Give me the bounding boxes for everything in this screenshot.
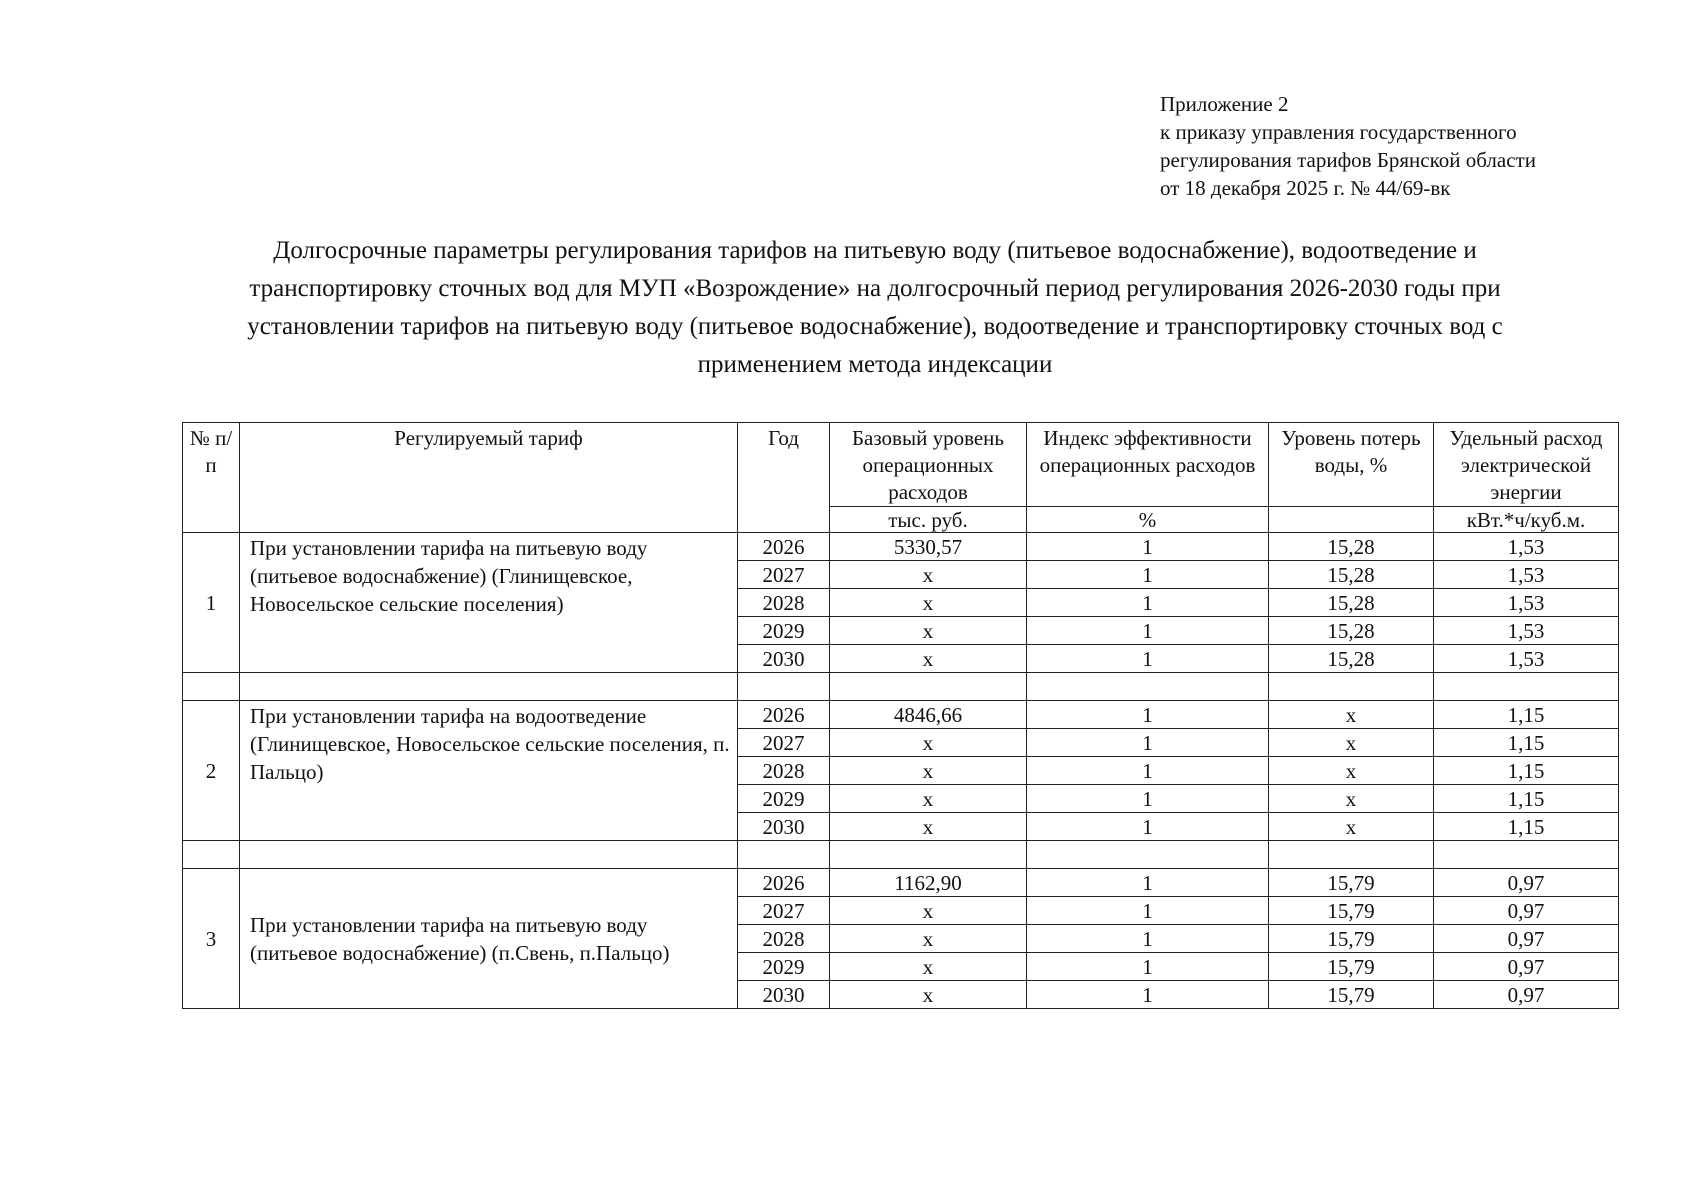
cell-year: 2029 bbox=[738, 785, 830, 813]
cell-energy-consumption: 1,53 bbox=[1434, 589, 1619, 617]
cell-year: 2026 bbox=[738, 701, 830, 729]
cell-base-level: х bbox=[830, 617, 1027, 645]
title-line-3: установлении тарифов на питьевую воду (питьевое водоснабжение), водоотведение и транспортировку сточных вод с bbox=[247, 313, 1503, 340]
group-number: 3 bbox=[183, 869, 240, 1009]
title-line-2: транспортировку сточных вод для МУП «Возрождение» на долгосрочный период регулирования 2026-2030 годы при bbox=[249, 275, 1501, 302]
cell-energy-consumption: 1,53 bbox=[1434, 533, 1619, 561]
cell-energy-consumption: 1,15 bbox=[1434, 701, 1619, 729]
tariff-name: При установлении тарифа на водоотведение (Глинищевское, Новосельское сельские поселения, п. Пальцо) bbox=[240, 701, 738, 841]
unit-water-losses bbox=[1269, 507, 1434, 533]
cell-water-losses: х bbox=[1269, 757, 1434, 785]
header-water-losses: Уровень потерь воды, % bbox=[1269, 423, 1434, 507]
cell-base-level: х bbox=[830, 953, 1027, 981]
cell-water-losses: х bbox=[1269, 785, 1434, 813]
cell-water-losses: х bbox=[1269, 813, 1434, 841]
title-line-4: применением метода индексации bbox=[697, 351, 1053, 378]
cell-efficiency-index: 1 bbox=[1027, 897, 1269, 925]
cell-base-level: х bbox=[830, 813, 1027, 841]
annex-order-ref: к приказу управления государственного bbox=[1160, 120, 1517, 144]
spacer-row bbox=[183, 673, 1619, 701]
unit-energy-consumption: кВт.*ч/куб.м. bbox=[1434, 507, 1619, 533]
cell-year: 2030 bbox=[738, 645, 830, 673]
tariff-parameters-table bbox=[182, 422, 1619, 1009]
cell-base-level: х bbox=[830, 785, 1027, 813]
cell-water-losses: 15,28 bbox=[1269, 589, 1434, 617]
cell-water-losses: 15,28 bbox=[1269, 645, 1434, 673]
cell-water-losses: 15,79 bbox=[1269, 953, 1434, 981]
cell-energy-consumption: 0,97 bbox=[1434, 869, 1619, 897]
cell-base-level: х bbox=[830, 729, 1027, 757]
cell-efficiency-index: 1 bbox=[1027, 953, 1269, 981]
cell-base-level: х bbox=[830, 925, 1027, 953]
cell-efficiency-index: 1 bbox=[1027, 729, 1269, 757]
cell-water-losses: 15,28 bbox=[1269, 617, 1434, 645]
unit-efficiency-index: % bbox=[1027, 507, 1269, 533]
cell-base-level: х bbox=[830, 645, 1027, 673]
cell-energy-consumption: 0,97 bbox=[1434, 981, 1619, 1009]
cell-base-level: х bbox=[830, 897, 1027, 925]
document-title bbox=[140, 232, 1610, 384]
cell-base-level: 1162,90 bbox=[830, 869, 1027, 897]
tariff-name: При установлении тарифа на питьевую воду (питьевое водоснабжение) (Глинищевское, Новосельское сельские поселения) bbox=[240, 533, 738, 673]
cell-efficiency-index: 1 bbox=[1027, 981, 1269, 1009]
cell-energy-consumption: 1,53 bbox=[1434, 645, 1619, 673]
cell-energy-consumption: 0,97 bbox=[1434, 953, 1619, 981]
cell-efficiency-index: 1 bbox=[1027, 925, 1269, 953]
group-number: 2 bbox=[183, 701, 240, 841]
cell-year: 2027 bbox=[738, 897, 830, 925]
cell-energy-consumption: 0,97 bbox=[1434, 925, 1619, 953]
cell-efficiency-index: 1 bbox=[1027, 757, 1269, 785]
cell-base-level: 4846,66 bbox=[830, 701, 1027, 729]
header-base-level: Базовый уровень операционных расходов bbox=[830, 423, 1027, 507]
cell-water-losses: 15,28 bbox=[1269, 533, 1434, 561]
cell-base-level: 5330,57 bbox=[830, 533, 1027, 561]
cell-year: 2027 bbox=[738, 561, 830, 589]
cell-efficiency-index: 1 bbox=[1027, 561, 1269, 589]
cell-energy-consumption: 1,53 bbox=[1434, 561, 1619, 589]
cell-energy-consumption: 1,53 bbox=[1434, 617, 1619, 645]
cell-base-level: х bbox=[830, 981, 1027, 1009]
spacer-row bbox=[183, 841, 1619, 869]
cell-water-losses: 15,79 bbox=[1269, 869, 1434, 897]
table-row bbox=[183, 701, 1619, 729]
header-efficiency-index: Индекс эффективности операционных расходов bbox=[1027, 423, 1269, 507]
header-year: Год bbox=[738, 423, 830, 533]
cell-energy-consumption: 1,15 bbox=[1434, 813, 1619, 841]
cell-year: 2027 bbox=[738, 729, 830, 757]
table-row bbox=[183, 869, 1619, 897]
table-header-row bbox=[183, 423, 1619, 507]
header-energy-consumption: Удельный расход электрической энергии bbox=[1434, 423, 1619, 507]
cell-base-level: х bbox=[830, 589, 1027, 617]
cell-efficiency-index: 1 bbox=[1027, 533, 1269, 561]
cell-year: 2028 bbox=[738, 589, 830, 617]
cell-year: 2028 bbox=[738, 925, 830, 953]
cell-efficiency-index: 1 bbox=[1027, 617, 1269, 645]
cell-water-losses: х bbox=[1269, 729, 1434, 757]
group-number: 1 bbox=[183, 533, 240, 673]
cell-efficiency-index: 1 bbox=[1027, 589, 1269, 617]
cell-year: 2029 bbox=[738, 953, 830, 981]
cell-year: 2026 bbox=[738, 869, 830, 897]
cell-year: 2030 bbox=[738, 813, 830, 841]
cell-base-level: х bbox=[830, 757, 1027, 785]
annex-authority: регулирования тарифов Брянской области bbox=[1160, 148, 1536, 172]
cell-efficiency-index: 1 bbox=[1027, 701, 1269, 729]
cell-efficiency-index: 1 bbox=[1027, 645, 1269, 673]
cell-water-losses: х bbox=[1269, 701, 1434, 729]
cell-energy-consumption: 1,15 bbox=[1434, 785, 1619, 813]
cell-energy-consumption: 1,15 bbox=[1434, 757, 1619, 785]
cell-base-level: х bbox=[830, 561, 1027, 589]
annex-block bbox=[1160, 90, 1536, 202]
annex-order-date: от 18 декабря 2025 г. № 44/69-вк bbox=[1160, 176, 1451, 200]
cell-year: 2028 bbox=[738, 757, 830, 785]
cell-efficiency-index: 1 bbox=[1027, 785, 1269, 813]
unit-base-level: тыс. руб. bbox=[830, 507, 1027, 533]
annex-number: Приложение 2 bbox=[1160, 92, 1289, 116]
header-number: № п/п bbox=[183, 423, 240, 533]
cell-year: 2029 bbox=[738, 617, 830, 645]
title-line-1: Долгосрочные параметры регулирования тарифов на питьевую воду (питьевое водоснабжение), водоотведение и bbox=[273, 237, 1477, 264]
tariff-name: При установлении тарифа на питьевую воду (питьевое водоснабжение) (п.Свень, п.Пальцо) bbox=[240, 869, 738, 1009]
cell-water-losses: 15,79 bbox=[1269, 925, 1434, 953]
cell-efficiency-index: 1 bbox=[1027, 869, 1269, 897]
cell-water-losses: 15,28 bbox=[1269, 561, 1434, 589]
cell-water-losses: 15,79 bbox=[1269, 897, 1434, 925]
cell-energy-consumption: 0,97 bbox=[1434, 897, 1619, 925]
cell-year: 2026 bbox=[738, 533, 830, 561]
cell-energy-consumption: 1,15 bbox=[1434, 729, 1619, 757]
table-row bbox=[183, 533, 1619, 561]
header-tariff: Регулируемый тариф bbox=[240, 423, 738, 533]
cell-year: 2030 bbox=[738, 981, 830, 1009]
cell-efficiency-index: 1 bbox=[1027, 813, 1269, 841]
cell-water-losses: 15,79 bbox=[1269, 981, 1434, 1009]
